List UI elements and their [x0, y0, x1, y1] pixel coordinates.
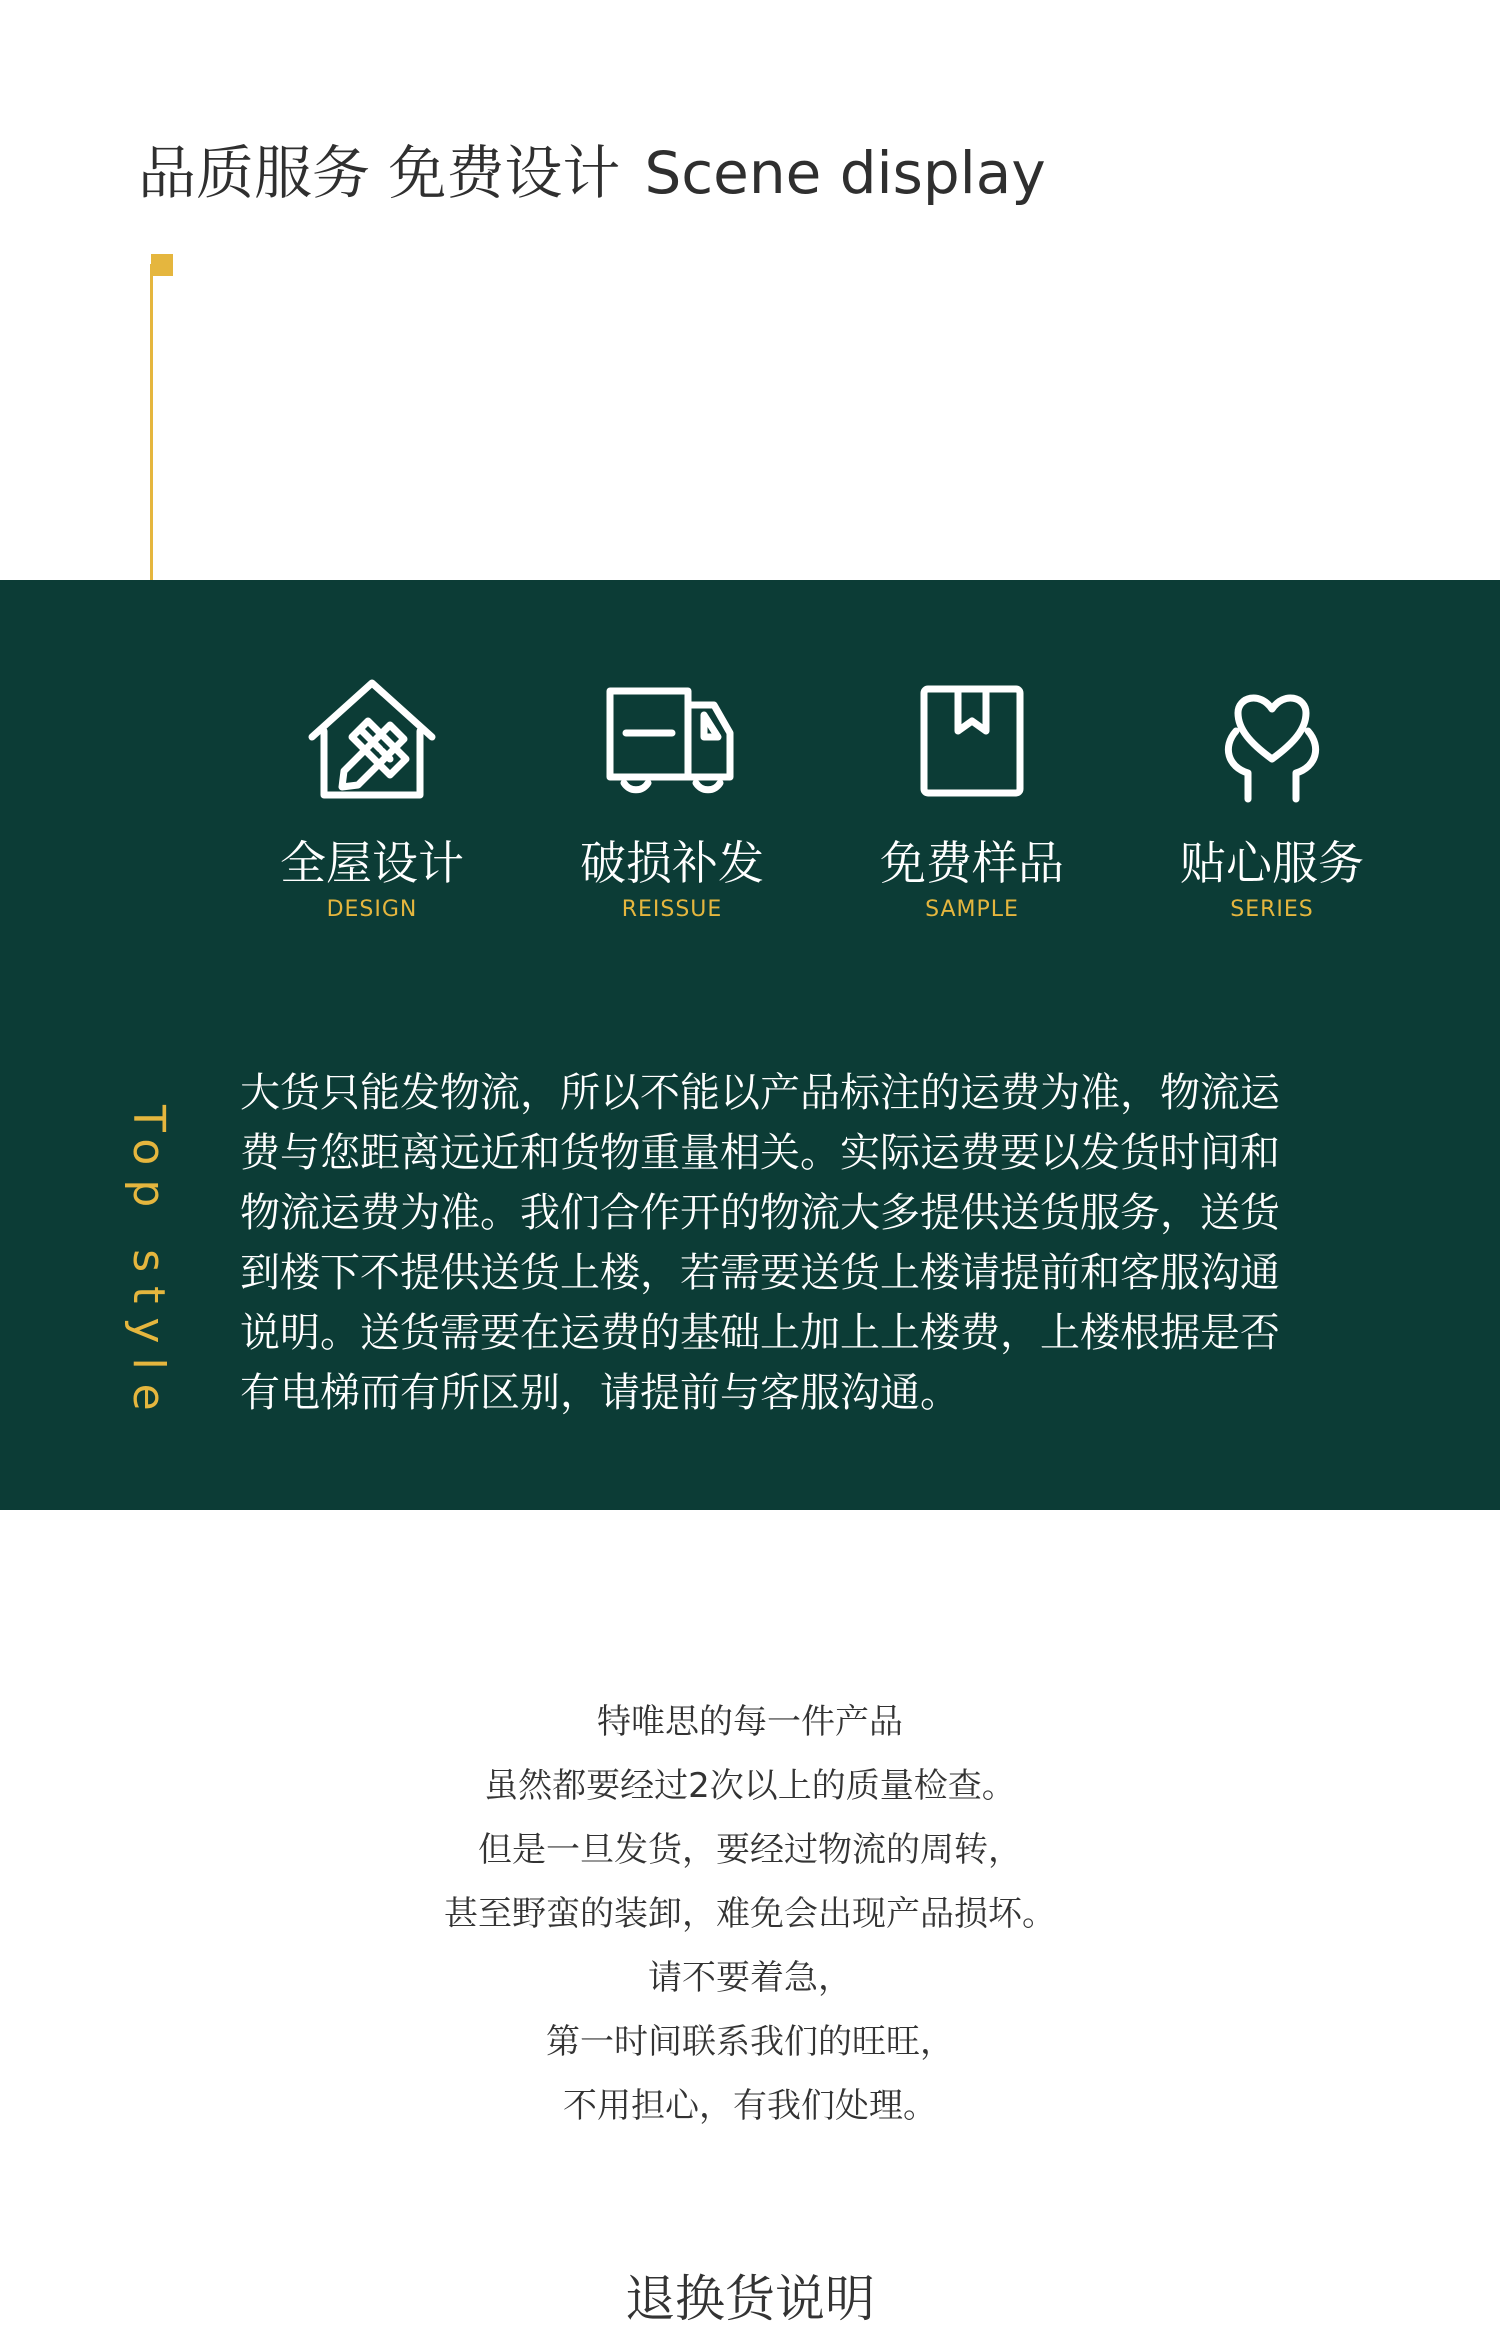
- feature-service: [1132, 675, 1412, 925]
- message-line: 甚至野蛮的装卸，难免会出现产品损坏。: [444, 1894, 1056, 1934]
- house-design-icon: [302, 675, 442, 805]
- quality-message: [0, 1690, 1500, 2138]
- notice-line: 大货只能发物流，所以不能以产品标注的运费为准，物流运: [240, 1070, 1280, 1116]
- top-style-label: Top style: [123, 1105, 174, 1425]
- feature-sample: [832, 675, 1112, 925]
- message-line: 虽然都要经过2次以上的质量检查。: [484, 1766, 1016, 1806]
- notice-line: 费与您距离远近和货物重量相关。实际运费要以发货时间和: [240, 1130, 1280, 1176]
- feature-design: [232, 675, 512, 925]
- message-line: 不用担心，有我们处理。: [563, 2086, 937, 2126]
- shipping-notice: [240, 1063, 1390, 1423]
- feature-subtitle: DESIGN: [326, 897, 418, 922]
- feature-title: 破损补发: [580, 836, 764, 890]
- notice-line: 物流运费为准。我们合作开的物流大多提供送货服务，送货: [240, 1190, 1280, 1236]
- gold-accent-square: [151, 254, 173, 276]
- message-line: 请不要着急，: [648, 1958, 852, 1998]
- notice-line: 有电梯而有所区别，请提前与客服沟通。: [240, 1370, 960, 1416]
- feature-title: 贴心服务: [1180, 836, 1364, 890]
- heading-chinese: 品质服务 免费设计: [138, 139, 621, 207]
- notice-line: 到楼下不提供送货上楼，若需要送货上楼请提前和客服沟通: [240, 1250, 1280, 1296]
- feature-subtitle: SERIES: [1230, 897, 1314, 922]
- delivery-truck-icon: [602, 675, 742, 805]
- feature-subtitle: REISSUE: [621, 897, 723, 922]
- message-line: 特唯思的每一件产品: [597, 1702, 903, 1742]
- message-line: 但是一旦发货，要经过物流的周转，: [478, 1830, 1022, 1870]
- message-line: 第一时间联系我们的旺旺，: [546, 2022, 954, 2062]
- heart-hand-icon: [1202, 675, 1342, 805]
- feature-subtitle: SAMPLE: [925, 897, 1019, 922]
- heading-english: Scene display: [644, 139, 1046, 207]
- notice-line: 说明。送货需要在运费的基础上加上上楼费，上楼根据是否: [240, 1310, 1280, 1356]
- page-heading: [138, 130, 1046, 216]
- feature-reissue: [532, 675, 812, 925]
- feature-title: 全屋设计: [280, 836, 464, 890]
- feature-title: 免费样品: [880, 836, 1064, 890]
- sample-box-icon: [902, 675, 1042, 805]
- return-policy-title: 退换货说明: [625, 2270, 875, 2328]
